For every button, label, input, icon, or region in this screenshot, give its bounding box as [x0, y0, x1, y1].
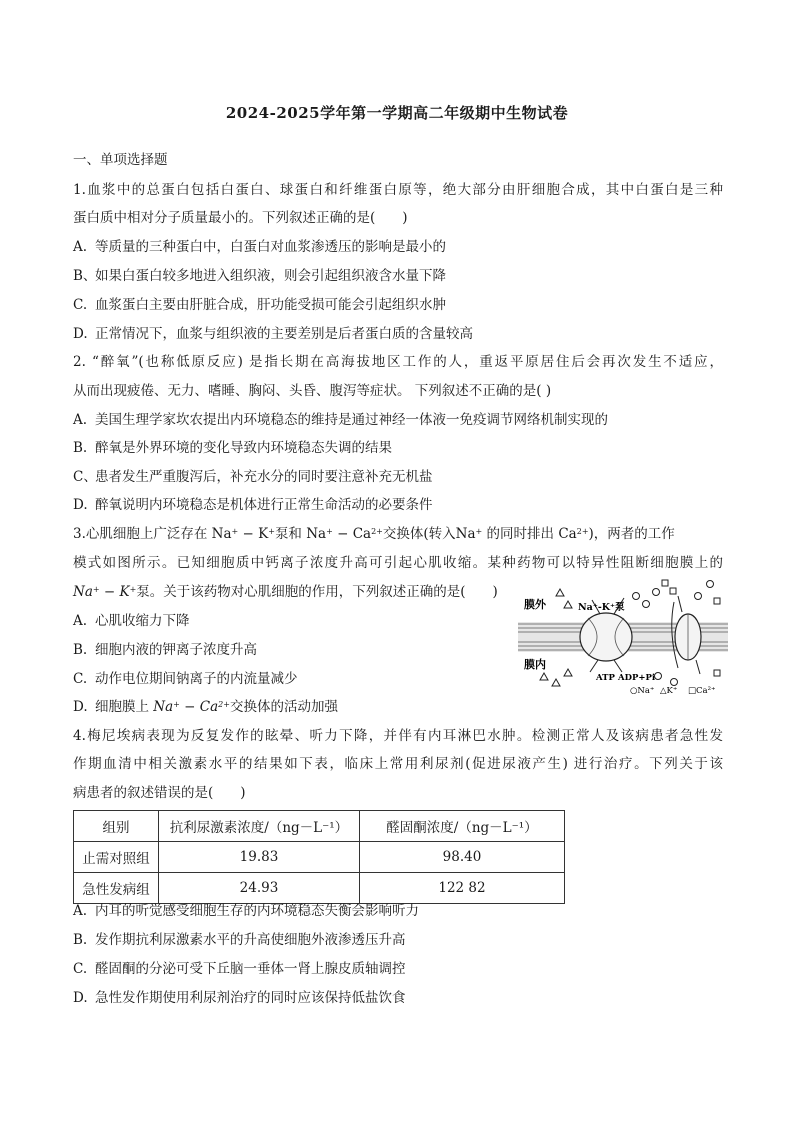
- q4-stem-line3: 病患者的叙述错误的是( ): [73, 785, 246, 801]
- table-cell: 24.93: [159, 873, 360, 904]
- q4-option-d: D. 急性发作期使用利尿剂治疗的同时应该保持低盐饮食: [73, 990, 406, 1006]
- legend-na: ○Na⁺: [630, 686, 655, 694]
- membrane-transport-diagram: [518, 572, 728, 694]
- table-cell: 止需对照组: [74, 842, 159, 873]
- table-cell: 122 82: [360, 873, 565, 904]
- page-title: 2024-2025学年第一学期高二年级期中生物试卷: [225, 104, 569, 122]
- table-cell: 19.83: [159, 842, 360, 873]
- q3-stem-line3: Na+ − K+泵。关于该药物对心肌细胞的作用，下列叙述正确的是( ): [73, 584, 498, 600]
- table-header-row: [74, 811, 565, 842]
- q2-stem-line2: 从而出现疲倦、无力、嗜睡、胸闷、头昏、腹泻等症状。 下列叙述不正确的是( ): [73, 383, 552, 399]
- q1-stem-line1: 1.血浆中的总蛋白包括白蛋白、球蛋白和纤维蛋白原等，绝大部分由肝细胞合成，其中白蛋白是三种: [73, 182, 723, 198]
- q2-stem-line1: 2. “醉氧”(也称低原反应) 是指长期在高海拔地区工作的人，重返平原居住后会再次发生不适应，: [73, 354, 723, 370]
- q2-option-c: C、患者发生严重腹泻后，补充水分的同时要注意补充无机盐: [73, 469, 433, 485]
- adp-label: ADP+Pi: [618, 673, 656, 683]
- q1-option-d: D. 正常情况下，血浆与组织液的主要差别是后者蛋白质的含量较高: [73, 326, 473, 342]
- outside-label: 膜外: [524, 598, 546, 611]
- q3-option-c: C. 动作电位期间钠离子的内流量减少: [73, 671, 298, 687]
- q4-option-c: C. 醛固酮的分泌可受下丘脑一垂体一肾上腺皮质轴调控: [73, 961, 406, 977]
- table-cell: 98.40: [360, 842, 565, 873]
- q3-stem-line2: 模式如图所示。已知细胞质中钙离子浓度升高可引起心肌收缩。某种药物可以特异性阻断细胞膜上的: [73, 555, 723, 571]
- q1-stem-line2: 蛋白质中相对分子质量最小的。下列叙述正确的是( ): [73, 210, 408, 226]
- q2-option-d: D. 醉氧说明内环境稳态是机体进行正常生命活动的必要条件: [73, 497, 433, 513]
- q2-option-a: A. 美国生理学家坎农提出内环境稳态的维持是通过神经一体液一免疫调节网络机制实现的: [73, 412, 608, 428]
- legend-ca: □Ca²⁺: [688, 686, 716, 694]
- q1-option-b: B、如果白蛋白较多地进入组织液，则会引起组织液含水量下降: [73, 268, 446, 284]
- table-header-cell: 组别: [74, 811, 159, 842]
- q3-option-d: D. 细胞膜上 $Na^+ - Ca^{2+}$交换体的活动加强: [73, 699, 338, 715]
- atp-label: ATP: [596, 673, 615, 683]
- table-row: [74, 873, 565, 904]
- q1-option-c: C. 血浆蛋白主要由肝脏合成，肝功能受损可能会引起组织水肿: [73, 297, 446, 313]
- q1-option-a: A. 等质量的三种蛋白中，白蛋白对血浆渗透压的影响是最小的: [73, 239, 446, 255]
- q3-option-b: B. 细胞内液的钾离子浓度升高: [73, 642, 257, 658]
- pump-label: Na⁺-K⁺泵: [578, 602, 625, 613]
- q3-option-a: A. 心肌收缩力下降: [73, 613, 190, 629]
- table-cell: 急性发病组: [74, 873, 159, 904]
- q4-option-b: B. 发作期抗利尿激素水平的升高使细胞外液渗透压升高: [73, 932, 406, 948]
- hormone-table: [73, 810, 565, 904]
- q4-stem-line2: 作期血清中相关激素水平的结果如下表，临床上常用利尿剂(促进尿液产生) 进行治疗。下列关于该: [73, 756, 723, 772]
- q3-stem-line1: 3.心肌细胞上广泛存在 Na+ − K+泵和 $Na^+ - Ca^{2+}$交换体(转入Na+ 的同时排出 $Ca^{2+}$)，两者的工作: [73, 526, 675, 542]
- inside-label: 膜内: [524, 658, 546, 671]
- q4-option-a: A. 内耳的听觉感受细胞生存的内环境稳态失衡会影响听力: [73, 903, 419, 919]
- table-header-cell: 抗利尿激素浓度/（ng－L⁻¹）: [159, 811, 360, 842]
- na-k-pump-protein: [580, 613, 632, 661]
- q2-option-b: B. 醉氧是外界环境的变化导致内环境稳态失调的结果: [73, 440, 392, 456]
- table-row: [74, 842, 565, 873]
- section-heading: 一、单项选择题: [73, 152, 168, 168]
- legend-k: △K⁺: [660, 686, 678, 694]
- q4-stem-line1: 4.梅尼埃病表现为反复发作的眩晕、听力下降，并伴有内耳淋巴水肿。检测正常人及该病患者急性发: [73, 728, 723, 744]
- table-header-cell: 醛固酮浓度/（ng－L⁻¹）: [360, 811, 565, 842]
